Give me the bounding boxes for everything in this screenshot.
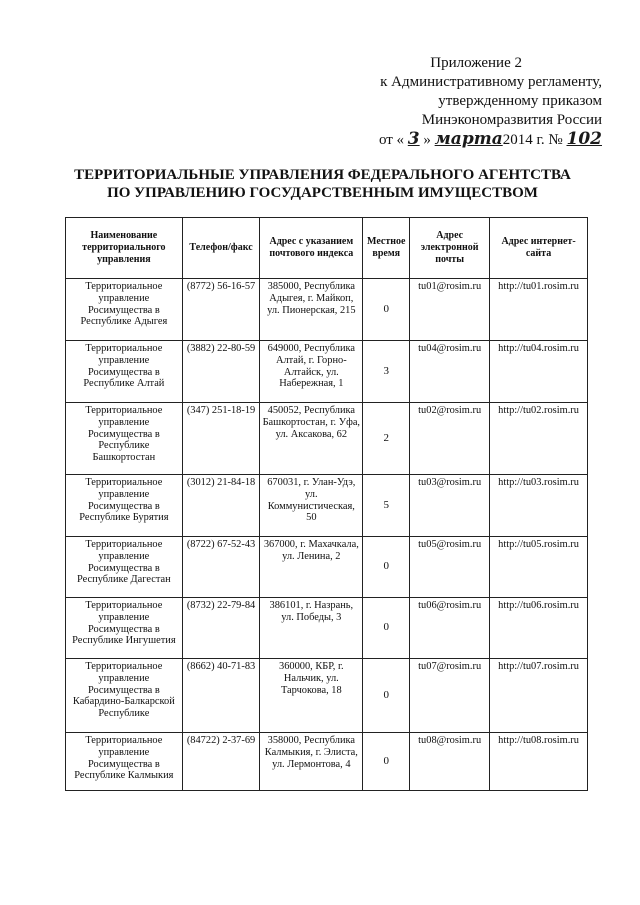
- table-row: [66, 537, 588, 598]
- appendix-line-approved: утвержденному приказом: [438, 93, 602, 109]
- cell-email: tu05@rosim.ru: [410, 537, 490, 598]
- cell-time: 0: [363, 537, 410, 598]
- cell-time: 0: [363, 279, 410, 341]
- cell-email: tu03@rosim.ru: [410, 475, 490, 537]
- table-row: [66, 733, 588, 791]
- cell-address: 649000, Республика Алтай, г. Горно-Алтайск, ул. Набережная, 1: [260, 341, 363, 403]
- cell-address: 367000, г. Махачкала, ул. Ленина, 2: [260, 537, 363, 598]
- cell-address: 360000, КБР, г. Нальчик, ул. Тарчокова, 18: [260, 659, 363, 733]
- cell-name: Территориальное управление Росимущества в Республике Адыгея: [66, 279, 183, 341]
- header-time: Местное время: [363, 218, 410, 279]
- header-website: Адрес интернет-сайта: [490, 218, 588, 279]
- order-number: 102: [566, 129, 602, 149]
- date-month: марта: [434, 129, 503, 149]
- cell-phone: (347) 251-18-19: [182, 403, 260, 475]
- title-line-2: ПО УПРАВЛЕНИЮ ГОСУДАРСТВЕННЫМ ИМУЩЕСТВОМ: [107, 185, 538, 201]
- cell-email: tu06@rosim.ru: [410, 598, 490, 659]
- cell-time: 2: [363, 403, 410, 475]
- cell-address: 386101, г. Назрань, ул. Победы, 3: [260, 598, 363, 659]
- cell-address: 670031, г. Улан-Удэ, ул. Коммунистическая, 50: [260, 475, 363, 537]
- cell-website: http://tu06.rosim.ru: [490, 598, 588, 659]
- header-email: Адрес электронной почты: [410, 218, 490, 279]
- cell-name: Территориальное управление Росимущества в Республике Дагестан: [66, 537, 183, 598]
- cell-website: http://tu05.rosim.ru: [490, 537, 588, 598]
- title-line-1: ТЕРРИТОРИАЛЬНЫЕ УПРАВЛЕНИЯ ФЕДЕРАЛЬНОГО АГЕНТСТВА: [74, 167, 571, 183]
- offices-table: [65, 217, 588, 791]
- date-day: 3: [407, 129, 420, 149]
- header-name: Наименование территориального управления: [66, 218, 183, 279]
- table-row: [66, 659, 588, 733]
- table-row: [66, 598, 588, 659]
- table-row: [66, 341, 588, 403]
- appendix-date-line: [300, 130, 602, 150]
- cell-phone: (3012) 21-84-18: [182, 475, 260, 537]
- cell-email: tu01@rosim.ru: [410, 279, 490, 341]
- cell-website: http://tu02.rosim.ru: [490, 403, 588, 475]
- appendix-title: Приложение 2: [430, 55, 522, 71]
- cell-address: 358000, Республика Калмыкия, г. Элиста, ул. Лермонтова, 4: [260, 733, 363, 791]
- cell-time: 0: [363, 733, 410, 791]
- date-prefix: от «: [378, 132, 405, 148]
- appendix-line-regulation: к Административному регламенту,: [380, 74, 602, 90]
- appendix-block: [300, 54, 602, 150]
- date-mid: »: [423, 132, 431, 148]
- cell-phone: (84722) 2-37-69: [182, 733, 260, 791]
- document-title: [70, 166, 575, 202]
- appendix-line-ministry: Минэкономразвития России: [421, 112, 602, 128]
- cell-email: tu07@rosim.ru: [410, 659, 490, 733]
- cell-email: tu02@rosim.ru: [410, 403, 490, 475]
- cell-time: 0: [363, 598, 410, 659]
- cell-name: Территориальное управление Росимущества в Республике Алтай: [66, 341, 183, 403]
- table-row: [66, 279, 588, 341]
- cell-address: 450052, Республика Башкортостан, г. Уфа, ул. Аксакова, 62: [260, 403, 363, 475]
- cell-phone: (8662) 40-71-83: [182, 659, 260, 733]
- header-address: Адрес с указанием почтового индекса: [260, 218, 363, 279]
- table-row: [66, 475, 588, 537]
- header-phone: Телефон/факс: [182, 218, 260, 279]
- cell-website: http://tu07.rosim.ru: [490, 659, 588, 733]
- date-year: 2014 г. №: [502, 132, 563, 148]
- cell-name: Территориальное управление Росимущества в Республике Башкортостан: [66, 403, 183, 475]
- cell-address: 385000, Республика Адыгея, г. Майкоп, ул. Пионерская, 215: [260, 279, 363, 341]
- cell-phone: (8772) 56-16-57: [182, 279, 260, 341]
- cell-name: Территориальное управление Росимущества в Республике Бурятия: [66, 475, 183, 537]
- cell-name: Территориальное управление Росимущества в Республике Калмыкия: [66, 733, 183, 791]
- cell-phone: (3882) 22-80-59: [182, 341, 260, 403]
- cell-email: tu04@rosim.ru: [410, 341, 490, 403]
- cell-time: 0: [363, 659, 410, 733]
- cell-phone: (8732) 22-79-84: [182, 598, 260, 659]
- cell-email: tu08@rosim.ru: [410, 733, 490, 791]
- cell-time: 5: [363, 475, 410, 537]
- cell-website: http://tu08.rosim.ru: [490, 733, 588, 791]
- cell-time: 3: [363, 341, 410, 403]
- table-header-row: [66, 218, 588, 279]
- cell-website: http://tu01.rosim.ru: [490, 279, 588, 341]
- cell-name: Территориальное управление Росимущества в Кабардино-Балкарской Республике: [66, 659, 183, 733]
- cell-website: http://tu04.rosim.ru: [490, 341, 588, 403]
- cell-website: http://tu03.rosim.ru: [490, 475, 588, 537]
- cell-phone: (8722) 67-52-43: [182, 537, 260, 598]
- cell-name: Территориальное управление Росимущества в Республике Ингушетия: [66, 598, 183, 659]
- table-row: [66, 403, 588, 475]
